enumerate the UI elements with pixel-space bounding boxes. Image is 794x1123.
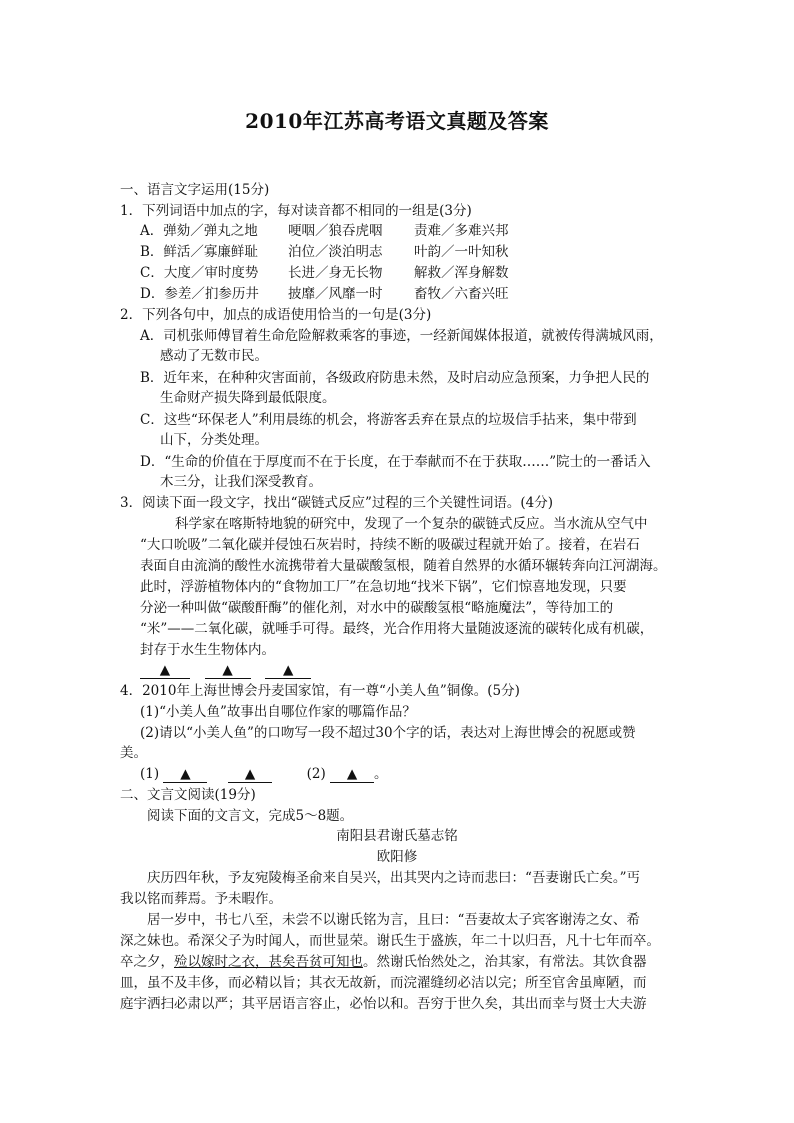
q4-blank-1b[interactable]: ▲ (228, 766, 272, 783)
q2-option-c-line1: C．这些“环保老人”利用晨练的机会，将游客丢弃在景点的垃圾信手拈来，集中带到 (140, 412, 637, 428)
section-heading-2: 二、文言文阅读(19分) (120, 787, 256, 803)
classical-text-title: 南阳县君谢氏墓志铭 (336, 828, 458, 844)
q3-passage-line1: 科学家在喀斯特地貌的研究中，发现了一个复杂的碳链式反应。当水流从空气中 (175, 516, 648, 532)
classical-para2-line5: 庭宇洒扫必肃以严；其平居语言容止，必怡以和。吾穷于世久矣，其出而幸与贤士大夫游 (120, 996, 647, 1012)
q3-answer-blanks (140, 660, 311, 680)
underlined-sentence: 殓以嫁时之衣，甚矣吾贫可知也 (174, 954, 363, 970)
section-heading-1: 一、语言文字运用(15分) (120, 182, 270, 198)
q4-answer-row (140, 764, 388, 784)
q1-option-b-1: B．鲜活／寡廉鲜耻 (140, 244, 258, 260)
q3-passage-line2: “大口吮吸”二氧化碳并侵蚀石灰岩时，持续不断的吸碳过程就开始了。接着，在岩石 (140, 537, 640, 553)
q3-passage-line4: 此时，浮游植物体内的“食物加工厂”在急切地“找米下锅”，它们惊喜地发现，只要 (140, 579, 627, 595)
q3-passage-line7: 封存于水生生物体内。 (140, 642, 275, 658)
q3-passage-line3: 表面自由流淌的酸性水流携带着大量碳酸氢根，随着自然界的水循环辗转奔向江河湖海。 (140, 558, 667, 574)
q1-option-b-2: 泊位／淡泊明志 (288, 244, 383, 260)
q2-option-d-line1: D．“生命的价值在于厚度而不在于长度，在于奉献而不在于获取……”院士的一番话入 (140, 454, 651, 470)
q2-option-c-line2: 山下，分类处理。 (160, 432, 268, 448)
q3-passage-line6: “米”——二氧化碳，就唾手可得。最终，光合作用将大量随波逐流的碳转化成有机碳， (140, 621, 654, 637)
q1-option-a-3: 责难／多难兴邦 (414, 223, 509, 239)
q4-blank-2[interactable]: ▲ (330, 766, 374, 783)
q2-option-b-line2: 生命财产损失降到最低限度。 (160, 390, 336, 406)
q1-option-c-1: C．大度／审时度势 (140, 265, 259, 281)
q4-stem: 4．2010年上海世博会丹麦国家馆，有一尊“小美人鱼”铜像。(5分) (120, 683, 520, 699)
q1-option-d-1: D．参差／扪参历井 (140, 286, 259, 302)
q4-answer-label-2: (2) (306, 766, 326, 782)
q4-subquestion-1: (1)“小美人鱼”故事出自哪位作家的哪篇作品？ (140, 704, 416, 720)
q1-option-b-3: 叶韵／一叶知秋 (414, 244, 509, 260)
q3-blank-3[interactable]: ▲ (265, 662, 311, 679)
classical-para2-line4: 皿，虽不及丰侈，而必精以旨；其衣无故新，而浣濯缝纫必洁以完；所至官舍虽庳陋，而 (120, 975, 647, 991)
q3-blank-1[interactable]: ▲ (140, 662, 190, 679)
q1-option-c-2: 长进／身无长物 (288, 265, 383, 281)
q3-blank-2[interactable]: ▲ (205, 662, 251, 679)
q3-passage-line5: 分泌一种叫做“碳酸酐酶”的催化剂，对水中的碳酸氢根“略施魔法”，等待加工的 (140, 600, 614, 616)
q2-option-a-line1: A．司机张师傅冒着生命危险解救乘客的事迹，一经新闻媒体报道，就被传得满城风雨， (140, 328, 663, 344)
q2-option-d-line2: 木三分，让我们深受教育。 (160, 474, 322, 490)
q2-stem: 2．下列各句中，加点的成语使用恰当的一句是(3分) (120, 307, 432, 323)
classical-para1-line1: 庆历四年秋，予友宛陵梅圣俞来自吴兴，出其哭内之诗而悲曰：“吾妻谢氏亡矣。”丐 (147, 870, 641, 886)
classical-para2-line2: 深之妹也。希深父子为时闻人，而世显荣。谢氏生于盛族，年二十以归吾，凡十七年而卒。 (120, 933, 660, 949)
classical-text-author: 欧阳修 (376, 849, 418, 865)
q4-answer-label-1: (1) (140, 766, 160, 782)
q3-stem: 3．阅读下面一段文字，找出“碳链式反应”过程的三个关键性词语。(4分) (120, 495, 554, 511)
document-title: 2010年江苏高考语文真题及答案 (245, 109, 549, 133)
q1-option-c-3: 解救／浑身解数 (414, 265, 509, 281)
classical-para1-line2: 我以铭而葬焉。予未暇作。 (120, 891, 282, 907)
q4-subquestion-2-line1: (2)请以“小美人鱼”的口吻写一段不超过30个字的话，表达对上海世博会的祝愿或赞 (140, 725, 636, 741)
q4-blank-1a[interactable]: ▲ (163, 766, 207, 783)
q1-stem: 1．下列词语中加点的字，每对读音都不相同的一组是(3分) (120, 203, 472, 219)
classical-para2-line1: 居一岁中，书七八至，未尝不以谢氏铭为言，且曰：“吾妻故太子宾客谢涛之女、希 (147, 912, 640, 928)
q4-subquestion-2-line2: 美。 (120, 745, 147, 761)
classical-para2-line3 (120, 952, 647, 972)
q4-answer-period: 。 (374, 766, 388, 782)
classical-line3-end: 。然谢氏怡然处之，治其家，有常法。其饮食器 (363, 954, 647, 970)
q2-option-a-line2: 感动了无数市民。 (160, 348, 268, 364)
q1-option-d-3: 畜牧／六畜兴旺 (414, 286, 509, 302)
q1-option-a-2: 哽咽／狼吞虎咽 (288, 223, 383, 239)
classical-line3-start: 卒之夕， (120, 954, 174, 970)
q1-option-d-2: 披靡／风靡一时 (288, 286, 383, 302)
q2-option-b-line1: B．近年来，在种种灾害面前，各级政府防患未然，及时启动应急预案，力争把人民的 (140, 370, 650, 386)
q1-option-a-1: A．弹劾／弹丸之地 (140, 223, 258, 239)
section2-instruction: 阅读下面的文言文，完成5～8题。 (147, 808, 354, 824)
